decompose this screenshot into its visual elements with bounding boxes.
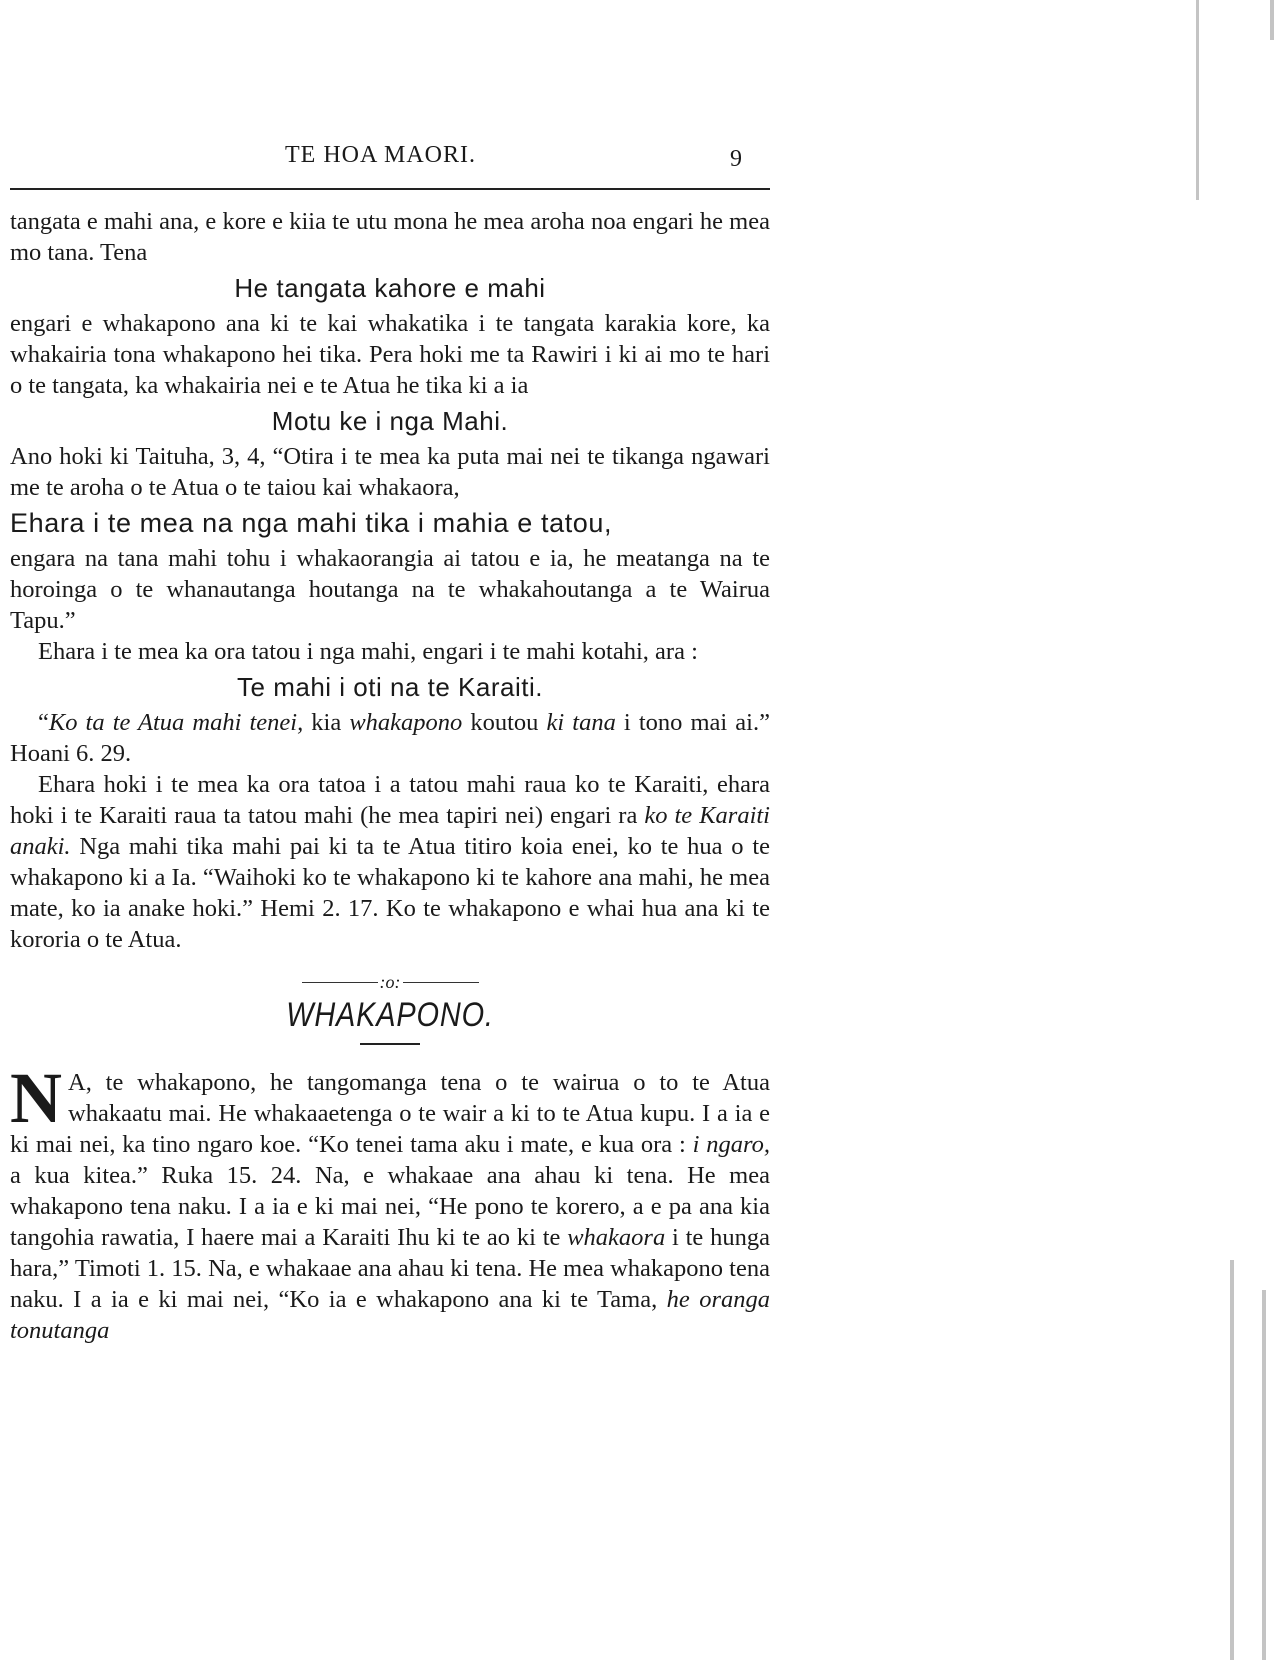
scan-artifact	[1270, 0, 1274, 40]
text-run: kia	[303, 709, 350, 736]
text-run: A, te whakapono, he tangomanga tena o te wairua o to te Atua whakaatu mai. He whakaaetenga o te wair a ki to te Atua kupu. I a ia e ki mai nei, ka tino ngaro koe. “Ko tenei tama aku i mate, e kua ora :	[10, 1069, 770, 1158]
title-underline	[360, 1043, 420, 1045]
scan-artifact	[1230, 1260, 1234, 1660]
text-run: Ehara hoki i te mea ka ora tatoa i a tatou mahi raua ko te Karaiti, ehara hoki i te Karaiti raua ta tatou mahi (he mea tapiri nei) engari ra	[10, 771, 770, 829]
paragraph: Ano hoki ki Taituha, 3, 4, “Otira i te mea ka puta mai nei te tikanga ngawari me te aroha o te Atua o te taiou kai whakaora,	[10, 443, 770, 501]
paragraph	[10, 1058, 771, 1346]
section-divider	[10, 965, 770, 992]
text-run: a kua kitea.” Ruka 15. 24. Na, e whakaae ana ahau ki tena. He mea whakapono tena naku. I a ia e ki mai nei, “He pono te korero, a e pa ana kia tangohia rawatia, I haere mai a Karaiti Ihu ki te ao ki te	[10, 1162, 770, 1251]
subheading: He tangata kahore e mahi	[234, 273, 546, 303]
paragraph: Ehara i te mea ka ora tatou i nga mahi, engari i te mahi kotahi, ara :	[38, 638, 698, 665]
divider-line	[403, 982, 479, 983]
page-body	[10, 206, 770, 1346]
text-run: Nga mahi tika mahi pai ki ta te Atua titiro koia enei, ko te hua o te whakapono ki a Ia. “Waihoki ko te whakapono ki te kahore ana mahi, he mea mate, ko ia anake hoki.” Hemi 2. 17. Ko te whakapono e whai hua ana ki te kororia o te Atua.	[10, 833, 770, 953]
divider-line	[302, 982, 378, 983]
italic-text: Ko ta te Atua mahi tenei,	[48, 709, 304, 736]
drop-cap-paragraph	[10, 1058, 771, 1346]
book-page	[10, 0, 770, 1664]
drop-cap: N	[10, 1058, 62, 1138]
paragraph	[10, 769, 770, 955]
italic-text: whakaora	[567, 1224, 666, 1251]
italic-text: whakapono	[349, 709, 463, 736]
section-title: WHAKAPONO.	[286, 996, 494, 1034]
italic-text: ko te Karaiti anaki.	[10, 802, 770, 860]
paragraph	[10, 707, 770, 769]
text-run: koutou	[462, 709, 547, 736]
subheading: Ehara i te mea na nga mahi tika i mahia e tatou,	[10, 508, 613, 538]
text-run: i tono mai ai.” Hoani 6. 29.	[10, 709, 770, 767]
divider-mark: :o:	[379, 971, 401, 992]
scan-artifact	[1196, 0, 1199, 200]
running-header	[10, 140, 770, 176]
text-run: “	[38, 709, 49, 736]
paragraph: engari e whakapono ana ki te kai whakatika i te tangata karakia kore, ka whakairia tona whakapono hei tika. Pera hoki me ta Rawiri i ki ai mo te hari o te tangata, ka whakairia nei e te Atua he tika ki a ia	[10, 310, 770, 399]
paragraph: engara na tana mahi tohu i whakaorangia ai tatou e ia, he meatanga na te horoinga o te whanautanga houtanga na te whakahoutanga a te Wairua Tapu.”	[10, 545, 770, 634]
paragraph: tangata e mahi ana, e kore e kiia te utu mona he mea aroha noa engari he mea mo tana. Tena	[10, 208, 770, 266]
italic-text: ki tana	[546, 709, 616, 736]
scan-artifact	[1262, 1290, 1266, 1660]
text-run: i te hunga hara,” Timoti 1. 15. Na, e whakaae ana ahau ki tena. He mea whakapono tena naku. I a ia e ki mai nei, “Ko ia e whakapono ana ki te Tama,	[10, 1224, 770, 1313]
page-number: 9	[730, 146, 742, 172]
header-rule	[10, 188, 770, 190]
subheading: Te mahi i oti na te Karaiti.	[237, 672, 543, 702]
subheading: Motu ke i nga Mahi.	[271, 406, 509, 436]
italic-text: i ngaro,	[692, 1131, 771, 1158]
page-title: TE HOA MAORI.	[285, 142, 476, 168]
italic-text: he oranga tonutanga	[10, 1286, 770, 1344]
